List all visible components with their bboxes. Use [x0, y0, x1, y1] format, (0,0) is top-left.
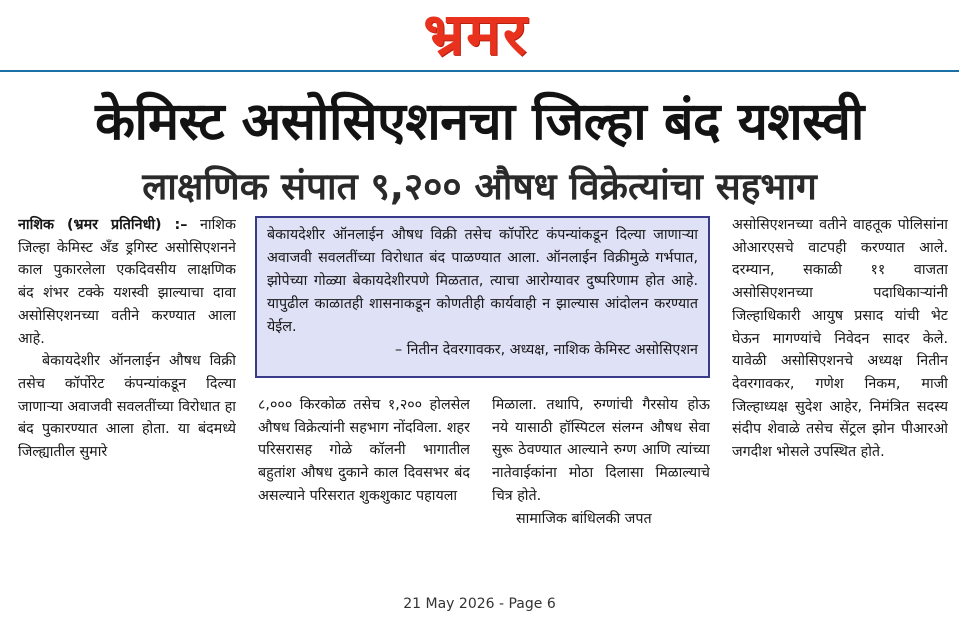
masthead-rule	[0, 70, 959, 72]
column-1-paragraph-1	[18, 214, 236, 350]
pull-quote-text: बेकायदेशीर ऑनलाईन औषध विक्री तसेच कॉर्पोरेट कंपन्यांकडून दिल्या जाणाऱ्या अवाजवी सवलतींच्या विरोधात बंद पाळण्यात आला. ऑनलाईन विक्रीमुळे गर्भपात, झोपेच्या गोळ्या बेकायदेशीरपणे मिळतात, त्याचा आरोग्यावर दुष्परिणाम होत आहे. यापुढील काळातही शासनाकडून कोणतीही कार्यवाही न झाल्यास आंदोलन करण्यात येईल.	[267, 227, 698, 335]
column-3-paragraph-2: सामाजिक बांधिलकी जपत	[516, 510, 652, 527]
column-3-paragraph-1: मिळाला. तथापि, रुग्णांची गैरसोय होऊ नये यासाठी हॉस्पिटल संलग्न औषध सेवा सुरू ठेवण्यात आल्याने रुग्ण आणि त्यांच्या नातेवाईकांना मोठा दिलासा मिळाल्याचे चित्र होते.	[492, 397, 710, 504]
newspaper-logo: भ्रमर	[423, 0, 529, 68]
article-column-3	[492, 394, 710, 580]
article-subheadline: लाक्षणिक संपात ९,२०० औषध विक्रेत्यांचा सहभाग	[142, 165, 817, 208]
column-4-paragraph-1: असोसिएशनच्या वतीने वाहतूक पोलिसांना ओआरएसचे वाटपही करण्यात आले. दरम्यान, सकाळी ११ वाजता असोसिएशनच्या पदाधिकाऱ्यांनी जिल्हाधिकारी आयुष प्रसाद यांची भेट घेऊन मागण्यांचे निवेदन सादर केले. यावेळी असोसिएशनचे अध्यक्ष नितीन देवरगावकर, गणेश निकम, माजी जिल्हाध्यक्ष सुदेश आहेर, निमंत्रित सदस्य संदीप शेवाळे तसेच सेंट्रल झोन पीआरओ जगदीश भोसले उपस्थित होते.	[732, 217, 948, 461]
article-column-4	[732, 214, 948, 584]
article-headline: केमिस्ट असोसिएशनचा जिल्हा बंद यशस्वी	[95, 92, 864, 152]
dateline: नाशिक (भ्रमर प्रतिनिधी) :–	[18, 217, 188, 233]
column-2-paragraph-1: ८,००० किरकोळ तसेच १,२०० होलसेल औषध विक्रेत्यांनी सहभाग नोंदविला. शहर परिसरासह गोळे कॉलनी भागातील बहुतांश औषध दुकाने काल दिवसभर बंद असल्याने परिसरात शुकशुकाट पहायला	[258, 397, 470, 504]
masthead	[0, 0, 959, 74]
column-1-paragraph-2: बेकायदेशीर ऑनलाईन औषध विक्री तसेच कॉर्पोरेट कंपन्यांकडून दिल्या जाणाऱ्या अवाजवी सवलतींच्या विरोधात हा बंद पुकारण्यात आला होता. या बंदमध्ये जिल्ह्यातील सुमारे	[18, 353, 236, 461]
column-1-paragraph-1-text: नाशिक जिल्हा केमिस्ट अँड ड्रगिस्ट असोसिएशनने काल पुकारलेला एकदिवसीय लाक्षणिक बंद शंभर टक्के यशस्वी झाल्याचा दावा असोसिएशनच्या वतीने करण्यात आला आहे.	[18, 217, 236, 347]
article-column-2	[258, 394, 470, 580]
article-column-1	[18, 214, 236, 584]
page-footer-date: 21 May 2026 - Page 6	[403, 596, 556, 612]
pull-quote-attribution: – नितीन देवरगावकर, अध्यक्ष, नाशिक केमिस्ट असोसिएशन	[395, 342, 698, 358]
pull-quote-box	[255, 216, 710, 378]
